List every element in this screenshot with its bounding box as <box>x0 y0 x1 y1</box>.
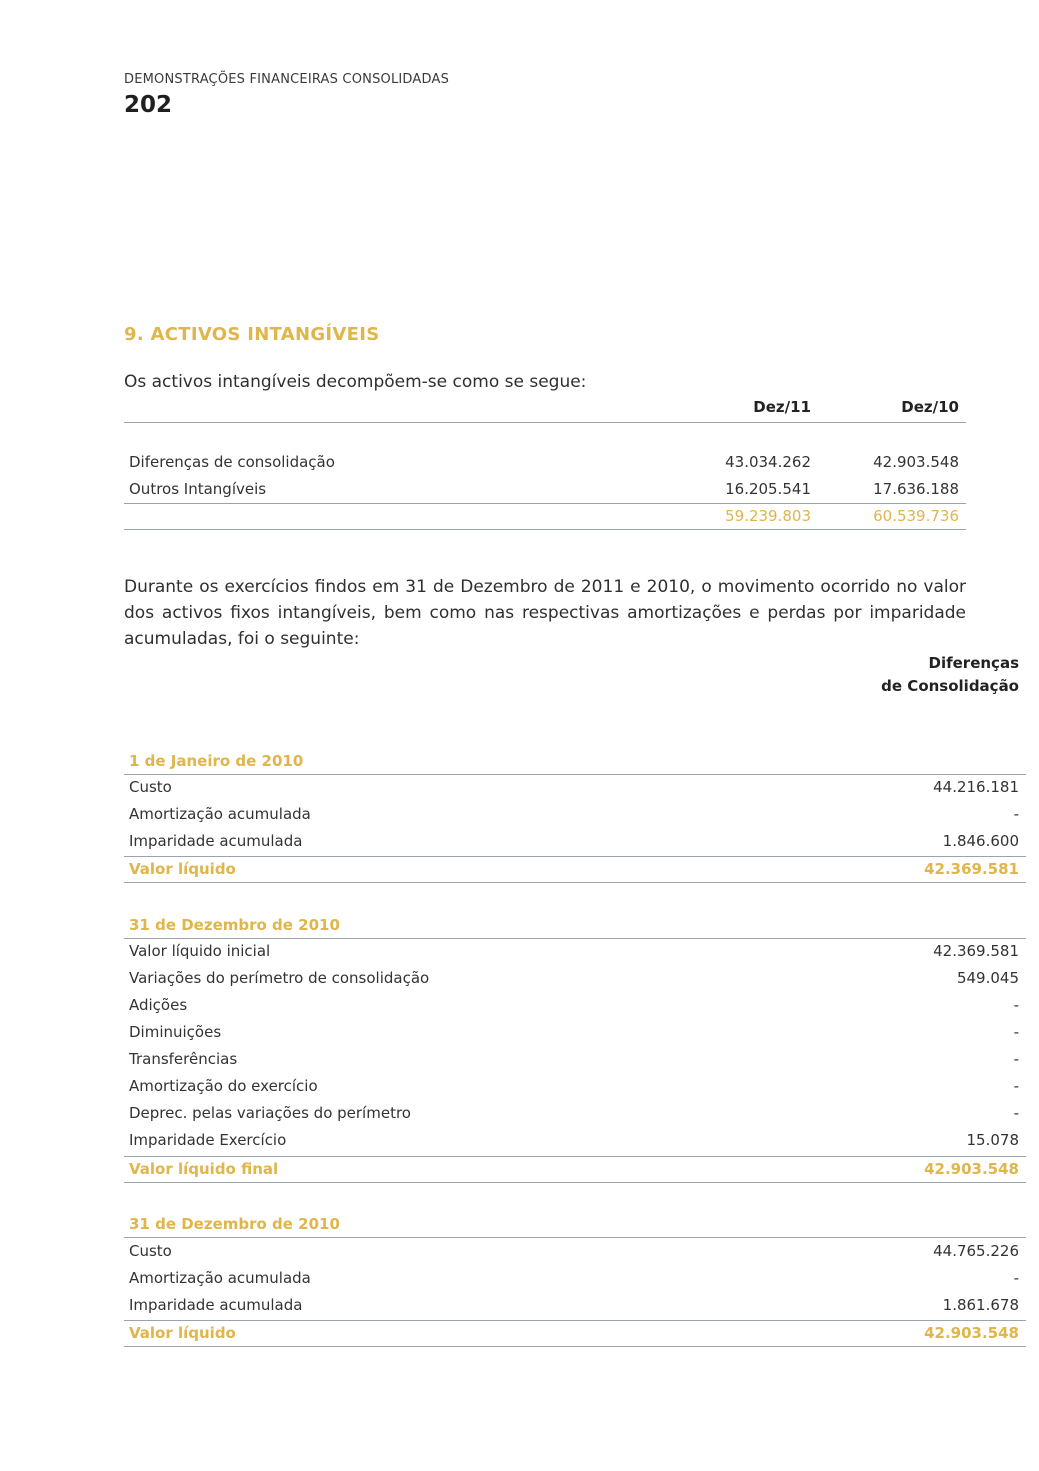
total-label: Valor líquido <box>129 860 236 878</box>
table-row <box>124 450 966 477</box>
row-value: 44.765.226 <box>933 1242 1019 1260</box>
row-label: Outros Intangíveis <box>129 480 267 498</box>
row-label: Imparidade acumulada <box>129 832 303 850</box>
section-title: 9. ACTIVOS INTANGÍVEIS <box>124 324 380 345</box>
row-value: 42.369.581 <box>933 942 1019 960</box>
row-label: Diferenças de consolidação <box>129 453 335 471</box>
group-title <box>124 914 1026 939</box>
table-row <box>124 1128 1026 1155</box>
row-value: - <box>1013 1104 1019 1122</box>
table-row <box>124 775 1026 802</box>
total-dez11: 59.239.803 <box>725 507 811 525</box>
table-row <box>124 1239 1026 1266</box>
row-value: 15.078 <box>966 1131 1019 1149</box>
total-value: 42.369.581 <box>924 860 1019 878</box>
section-intro: Os activos intangíveis decompõem-se como se segue: <box>124 372 587 392</box>
row-value: 1.846.600 <box>942 832 1019 850</box>
table1-total-row <box>124 503 966 530</box>
movement-paragraph: Durante os exercícios findos em 31 de Dezembro de 2011 e 2010, o movimento ocorrido no valor dos activos fixos intangíveis, bem como nas respectivas amortizações e perdas por imparidade acumuladas, foi o seguinte: <box>124 577 966 649</box>
row-label: Deprec. pelas variações do perímetro <box>129 1104 411 1122</box>
table-row <box>124 477 966 504</box>
total-value: 42.903.548 <box>924 1160 1019 1178</box>
total-dez10: 60.539.736 <box>873 507 959 525</box>
column-header-line2: de Consolidação <box>881 677 1019 695</box>
row-value: - <box>1013 805 1019 823</box>
table-row <box>124 939 1026 966</box>
group-title-text: 1 de Janeiro de 2010 <box>129 752 304 770</box>
row-value: - <box>1013 1077 1019 1095</box>
row-value: 1.861.678 <box>942 1296 1019 1314</box>
group-title <box>124 1213 1026 1238</box>
group-total-row <box>124 1156 1026 1183</box>
row-value: - <box>1013 996 1019 1014</box>
row-value-dez11: 16.205.541 <box>725 480 811 498</box>
table-row <box>124 1074 1026 1101</box>
table-row <box>124 993 1026 1020</box>
table1-col-dez11: Dez/11 <box>753 398 811 416</box>
table-row <box>124 1293 1026 1320</box>
group-total-row <box>124 856 1026 883</box>
row-label: Custo <box>129 778 172 796</box>
table-row <box>124 1047 1026 1074</box>
row-value: - <box>1013 1269 1019 1287</box>
table1-header <box>124 398 966 423</box>
row-value: - <box>1013 1023 1019 1041</box>
group-title-text: 31 de Dezembro de 2010 <box>129 1215 340 1233</box>
row-label: Amortização do exercício <box>129 1077 318 1095</box>
total-label: Valor líquido final <box>129 1160 279 1178</box>
table-row <box>124 1101 1026 1128</box>
group-title <box>124 750 1026 775</box>
row-value: 549.045 <box>956 969 1019 987</box>
row-label: Imparidade Exercício <box>129 1131 287 1149</box>
row-value-dez11: 43.034.262 <box>725 453 811 471</box>
row-label: Valor líquido inicial <box>129 942 271 960</box>
row-label: Adições <box>129 996 188 1014</box>
table-row <box>124 1020 1026 1047</box>
table1-col-dez10: Dez/10 <box>901 398 959 416</box>
row-label: Transferências <box>129 1050 238 1068</box>
row-label: Diminuições <box>129 1023 222 1041</box>
row-value: 44.216.181 <box>933 778 1019 796</box>
table2-column-header <box>881 652 1019 698</box>
table-row <box>124 1266 1026 1293</box>
row-value-dez10: 17.636.188 <box>873 480 959 498</box>
group-title-text: 31 de Dezembro de 2010 <box>129 916 340 934</box>
page-number: 202 <box>124 92 173 118</box>
table-row <box>124 966 1026 993</box>
column-header-line1: Diferenças <box>928 654 1019 672</box>
table-row <box>124 802 1026 829</box>
row-label: Imparidade acumulada <box>129 1296 303 1314</box>
group-total-row <box>124 1320 1026 1347</box>
row-label: Variações do perímetro de consolidação <box>129 969 430 987</box>
row-label: Amortização acumulada <box>129 805 311 823</box>
row-label: Custo <box>129 1242 172 1260</box>
running-header: DEMONSTRAÇÕES FINANCEIRAS CONSOLIDADAS <box>124 72 450 87</box>
table-row <box>124 829 1026 856</box>
total-label: Valor líquido <box>129 1324 236 1342</box>
row-value: - <box>1013 1050 1019 1068</box>
row-label: Amortização acumulada <box>129 1269 311 1287</box>
total-value: 42.903.548 <box>924 1324 1019 1342</box>
row-value-dez10: 42.903.548 <box>873 453 959 471</box>
